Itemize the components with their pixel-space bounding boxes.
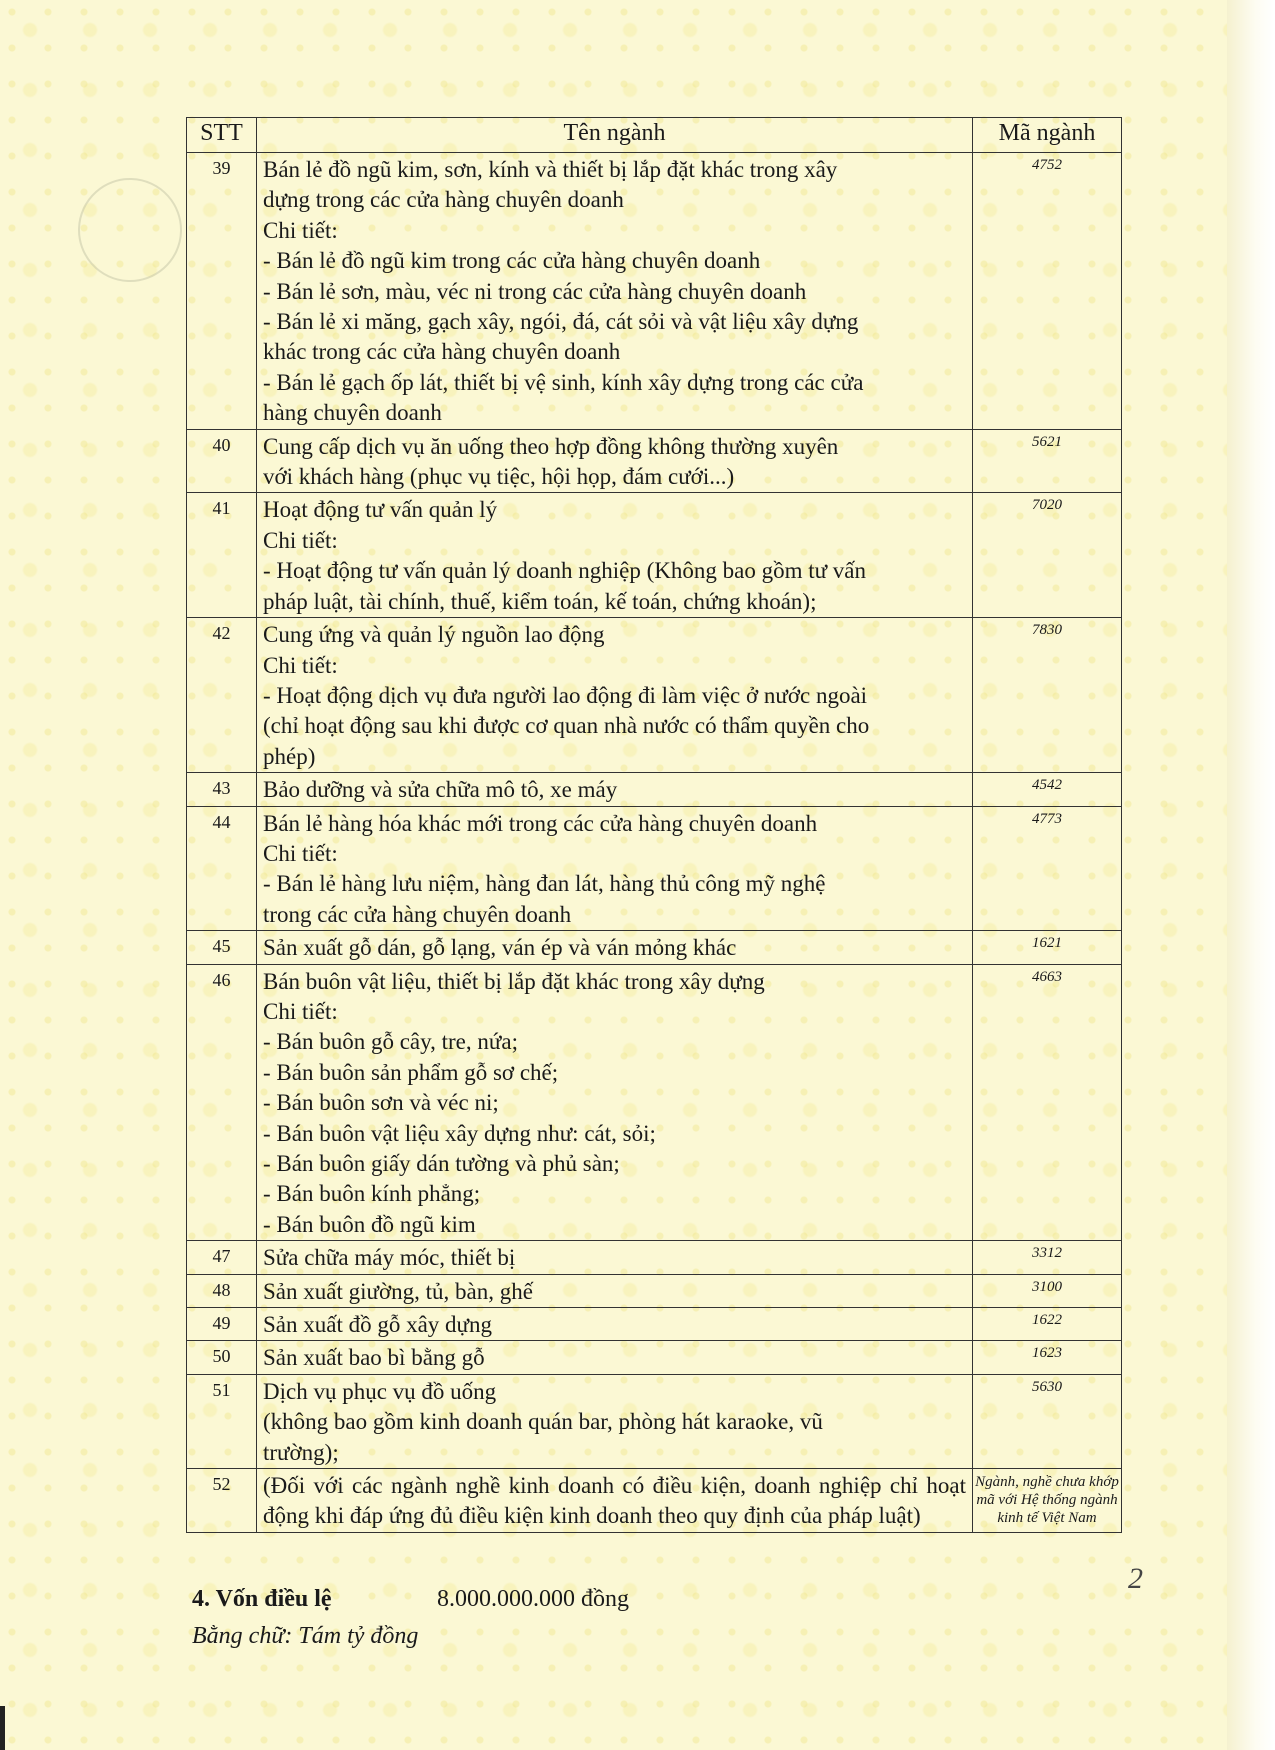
row-number: 48 [187,1274,257,1307]
row-code: 3312 [973,1241,1122,1274]
row-code: 7830 [973,618,1122,773]
description-line: Chi tiết: [263,217,338,243]
row-code: 4773 [973,806,1122,931]
embossed-seal [63,163,196,296]
row-description [257,964,973,1241]
row-description [257,153,973,430]
charter-capital-in-words: Bằng chữ: Tám tỷ đồng [192,1623,419,1649]
row-code: 4542 [973,773,1122,806]
page-mark: 2 [1128,1562,1143,1595]
row-number: 50 [187,1341,257,1374]
description-line: pháp luật, tài chính, thuế, kiểm toán, kế toán, chứng khoán); [263,588,817,614]
header-stt: STT [187,118,257,153]
row-number: 43 [187,773,257,806]
row-description [257,493,973,618]
row-code: 1622 [973,1308,1122,1341]
row-number: 45 [187,931,257,964]
row-description [257,931,973,964]
row-number: 46 [187,964,257,1241]
description-line: Chi tiết: [263,652,338,678]
description-line: - Bán buôn đồ ngũ kim [263,1211,476,1237]
table-header-row [187,118,1122,153]
table-row [187,806,1122,931]
description-line: trường); [263,1439,339,1465]
description-line: hàng chuyên doanh [263,400,442,426]
description-line: Sửa chữa máy móc, thiết bị [263,1245,516,1271]
row-code: 4752 [973,153,1122,430]
description-line: - Bán lẻ sơn, màu, véc ni trong các cửa hàng chuyên doanh [263,278,807,304]
table-row [187,1341,1122,1374]
header-code: Mã ngành [973,118,1122,153]
row-description [257,1308,973,1341]
row-description [257,1241,973,1274]
description-line: (không bao gồm kinh doanh quán bar, phòng hát karaoke, vũ [263,1409,823,1435]
row-description [257,618,973,773]
row-number: 44 [187,806,257,931]
table-row [187,1308,1122,1341]
description-line: - Bán lẻ gạch ốp lát, thiết bị vệ sinh, kính xây dựng trong các cửa [263,369,864,395]
table-row [187,964,1122,1241]
table-row [187,493,1122,618]
description-line: Hoạt động tư vấn quản lý [263,497,498,523]
description-line: Sản xuất giường, tủ, bàn, ghế [263,1278,533,1304]
row-number: 39 [187,153,257,430]
row-code: 5621 [973,429,1122,493]
row-description [257,1274,973,1307]
description-line: khác trong các cửa hàng chuyên doanh [263,339,621,365]
business-lines-table [186,117,1122,1533]
description-line: - Hoạt động dịch vụ đưa người lao động đi làm việc ở nước ngoài [263,682,868,708]
description-line: Chi tiết: [263,527,338,553]
description-line: Cung ứng và quản lý nguồn lao động [263,622,605,648]
row-description [257,773,973,806]
description-line: Bán lẻ hàng hóa khác mới trong các cửa hàng chuyên doanh [263,810,818,836]
row-description [257,1469,973,1533]
description-line: - Bán lẻ hàng lưu niệm, hàng đan lát, hàng thủ công mỹ nghệ [263,871,826,897]
row-code: 5630 [973,1374,1122,1468]
description-line: - Bán buôn sản phẩm gỗ sơ chế; [263,1059,559,1085]
row-description [257,806,973,931]
charter-capital [192,1586,629,1613]
description-line: Dịch vụ phục vụ đồ uống [263,1378,497,1404]
row-number: 40 [187,429,257,493]
description-line: Bán lẻ đồ ngũ kim, sơn, kính và thiết bị lắp đặt khác trong xây [263,157,838,182]
description-line: - Bán buôn gỗ cây, tre, nứa; [263,1029,518,1055]
description-line: - Bán buôn sơn và véc ni; [263,1090,499,1116]
row-description [257,429,973,493]
description-line: Chi tiết: [263,840,338,866]
description-line: Chi tiết: [263,998,338,1024]
row-number: 52 [187,1469,257,1533]
description-line: Sản xuất bao bì bằng gỗ [263,1345,485,1371]
description-line: với khách hàng (phục vụ tiệc, hội họp, đám cưới...) [263,464,735,490]
row-number: 42 [187,618,257,773]
description-line: - Bán buôn vật liệu xây dựng như: cát, sỏi; [263,1120,656,1146]
header-name: Tên ngành [257,118,973,153]
description-line: - Bán buôn kính phẳng; [263,1181,481,1207]
row-number: 49 [187,1308,257,1341]
row-code: 4663 [973,964,1122,1241]
row-code: 3100 [973,1274,1122,1307]
description-line: (Đối với các ngành nghề kinh doanh có điều kiện, doanh nghiệp chỉ hoạt động khi đáp ứng đủ điều kiện kinh doanh theo quy định của pháp luật) [263,1473,966,1529]
table-row [187,1469,1122,1533]
description-line: Bảo dưỡng và sửa chữa mô tô, xe máy [263,777,618,803]
table-row [187,618,1122,773]
row-code-note: Ngành, nghề chưa khớp mã với Hệ thống ngành kinh tế Việt Nam [973,1469,1122,1533]
description-line: Cung cấp dịch vụ ăn uống theo hợp đồng không thường xuyên [263,433,839,459]
table-row [187,773,1122,806]
row-number: 51 [187,1374,257,1468]
table-row [187,1274,1122,1307]
description-line: Sản xuất gỗ dán, gỗ lạng, ván ép và ván mỏng khác [263,935,737,961]
description-line: trong các cửa hàng chuyên doanh [263,901,572,927]
charter-capital-label: 4. Vốn điều lệ [192,1586,332,1612]
table-row [187,429,1122,493]
description-line: - Hoạt động tư vấn quản lý doanh nghiệp (Không bao gồm tư vấn [263,558,867,584]
scan-edge-mark [0,1706,5,1750]
table-row [187,153,1122,430]
description-line: - Bán lẻ xi măng, gạch xây, ngói, đá, cát sỏi và vật liệu xây dựng [263,309,859,335]
description-line: Bán buôn vật liệu, thiết bị lắp đặt khác trong xây dựng [263,968,765,994]
description-line: dựng trong các cửa hàng chuyên doanh [263,187,624,213]
table-row [187,1241,1122,1274]
charter-capital-value: 8.000.000.000 đồng [437,1586,629,1612]
row-description [257,1341,973,1374]
description-line: (chỉ hoạt động sau khi được cơ quan nhà nước có thẩm quyền cho [263,713,870,739]
description-line: - Bán lẻ đồ ngũ kim trong các cửa hàng chuyên doanh [263,248,761,274]
row-code: 1621 [973,931,1122,964]
row-description [257,1374,973,1468]
row-code: 7020 [973,493,1122,618]
row-number: 47 [187,1241,257,1274]
description-line: phép) [263,743,316,769]
table-row [187,931,1122,964]
page-right-edge [1227,0,1275,1750]
table-row [187,1374,1122,1468]
description-line: Sản xuất đồ gỗ xây dựng [263,1312,493,1338]
description-line: - Bán buôn giấy dán tường và phủ sàn; [263,1151,620,1176]
row-code: 1623 [973,1341,1122,1374]
row-number: 41 [187,493,257,618]
